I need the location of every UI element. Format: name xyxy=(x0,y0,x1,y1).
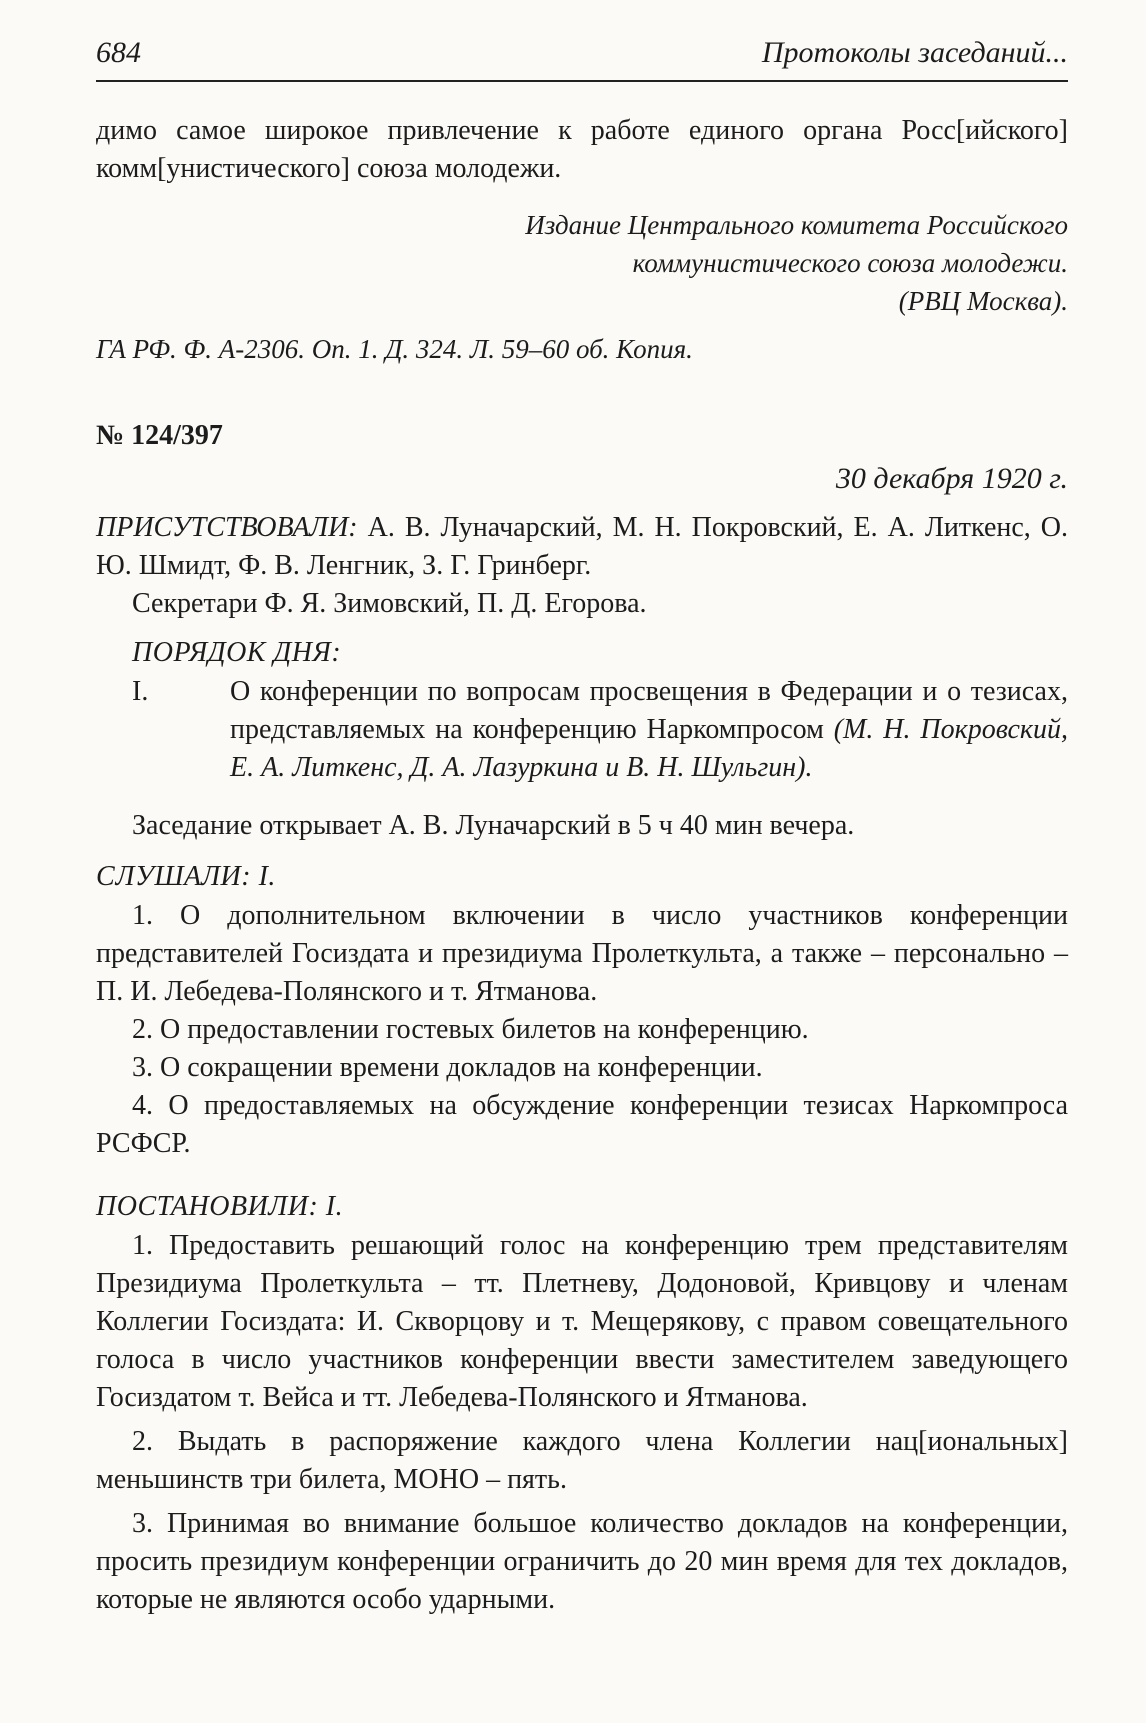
heard-item: 4. О предоставляемых на обсуждение конференции тезисах Наркомпроса РСФСР. xyxy=(96,1090,1068,1159)
present-paragraph xyxy=(96,509,1068,585)
present-list: А. В. Луначарский, М. Н. Покровский, Е. А. Литкенс, О. Ю. Шмидт, Ф. В. Ленгник, З. Г. Гринберг. xyxy=(96,512,1068,581)
running-header xyxy=(96,36,1068,82)
archive-reference: ГА РФ. Ф. А-2306. Оп. 1. Д. 324. Л. 59–60 об. Копия. xyxy=(96,334,693,364)
heard-item: 3. О сокращении времени докладов на конференции. xyxy=(132,1052,763,1083)
edition-line-2: коммунистического союза молодежи. xyxy=(632,248,1068,278)
resolved-item: 2. Выдать в распоряжение каждого члена Коллегии нац[иональных] меньшинств три билета, МОНО – пять. xyxy=(96,1426,1068,1495)
resolved-item: 3. Принимая во внимание большое количество докладов на конференции, просить президиум конференции ограничить до 20 мин время для тех докладов, которые не являются особо ударными. xyxy=(96,1508,1068,1615)
agenda-number: I. xyxy=(132,676,149,707)
resolved-heading: ПОСТАНОВИЛИ: I. xyxy=(96,1191,344,1222)
heard-item: 1. О дополнительном включении в число участников конференции представителей Госиздата и президиума Пролеткульта, а также – персонально – П. И. Лебедева-Полянского и т. Ятманова. xyxy=(96,900,1068,1007)
edition-line-3: (РВЦ Москва). xyxy=(898,286,1068,316)
secretaries: Секретари Ф. Я. Зимовский, П. Д. Егорова. xyxy=(132,588,647,619)
agenda-item xyxy=(96,673,1068,787)
present-label: ПРИСУТСТВОВАЛИ: xyxy=(96,512,358,543)
resolved-item: 1. Предоставить решающий голос на конференцию трем представителям Президиума Пролеткульта – тт. Плетневу, Додоновой, Кривцову и членам Коллегии Госиздата: И. Скворцову и т. Мещерякову, с правом совещательного голоса в число участников конференции ввести заместителем заведующего Госиздатом т. Вейса и тт. Лебедева-Полянского и Ятманова. xyxy=(96,1230,1068,1413)
agenda-speakers: (М. Н. Покровский, Е. А. Литкенс, Д. А. Лазуркина и В. Н. Шульгин). xyxy=(230,714,1068,783)
document-number: № 124/397 xyxy=(96,420,223,451)
heard-heading: СЛУШАЛИ: I. xyxy=(96,861,276,892)
edition-note xyxy=(96,206,1068,320)
document-date: 30 декабря 1920 г. xyxy=(835,462,1068,495)
heard-item: 2. О предоставлении гостевых билетов на конференцию. xyxy=(132,1014,809,1045)
document-page xyxy=(96,36,1068,1619)
page-number: 684 xyxy=(96,36,141,69)
running-title: Протоколы заседаний... xyxy=(761,36,1068,69)
agenda-heading: ПОРЯДОК ДНЯ: xyxy=(132,637,342,668)
agenda-topic: О конференции по вопросам просвещения в Федерации и о тезисах, представляемых на конференцию Наркомпросом xyxy=(230,676,1068,745)
edition-line-1: Издание Центрального комитета Российского xyxy=(525,210,1068,240)
opening-statement: Заседание открывает А. В. Луначарский в 5 ч 40 мин вечера. xyxy=(132,810,855,841)
prev-doc-tail: димо самое широкое привлечение к работе единого органа Росс[ийского] комм[унистического] союза молодежи. xyxy=(96,115,1068,184)
agenda-text xyxy=(230,673,1068,787)
